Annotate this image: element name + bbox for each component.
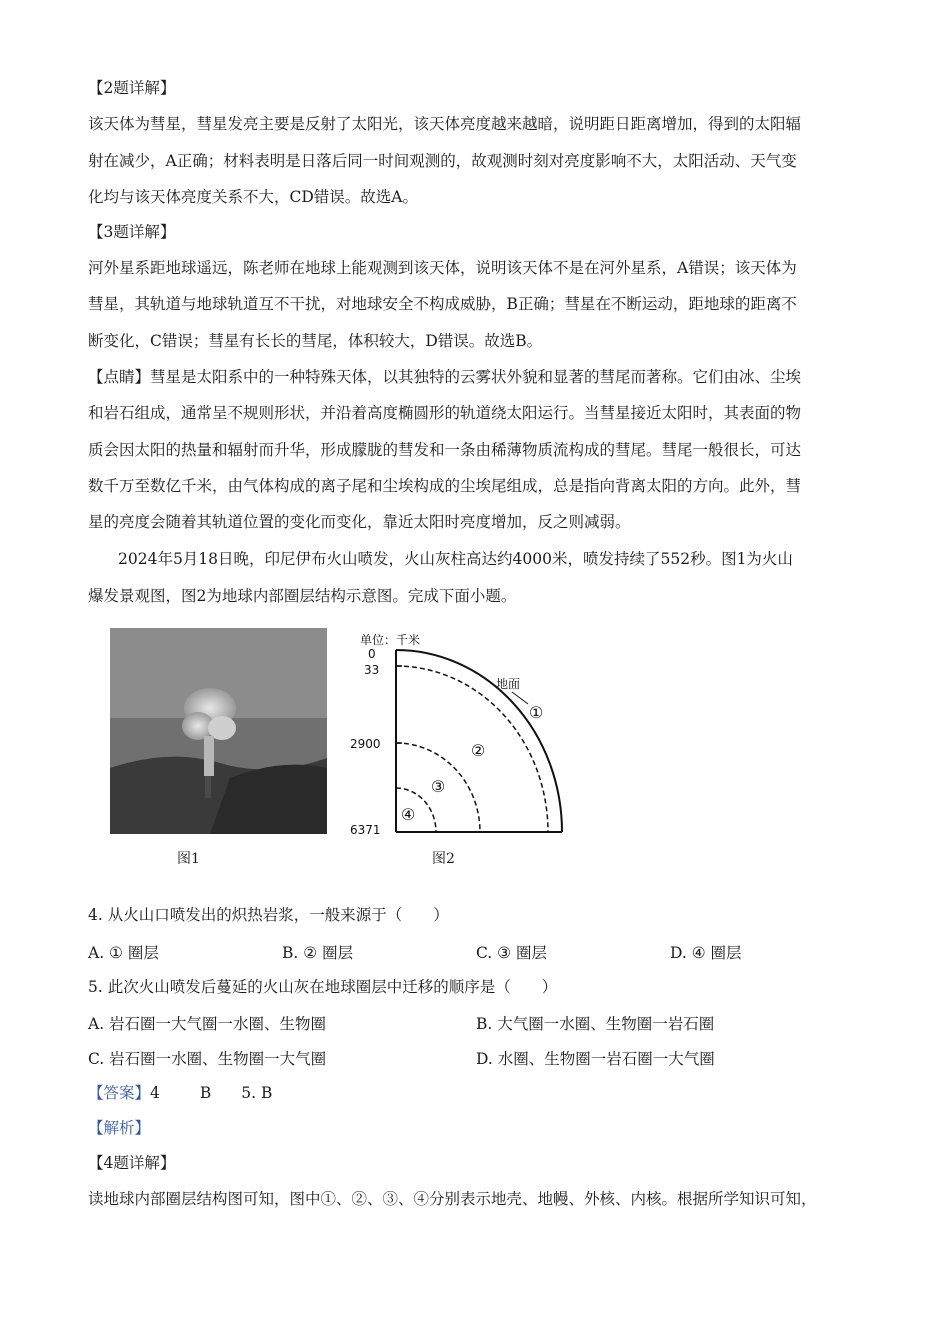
depth-2900: 2900	[350, 737, 381, 751]
sec2-line-3: 化均与该天体亮度关系不大，CD错误。故选A。	[88, 188, 418, 206]
q5-option-c: C. 岩石圈一水圈、生物圈一大气圈	[88, 1050, 327, 1068]
depth-0: 0	[368, 647, 376, 661]
depth-33: 33	[364, 663, 380, 677]
sec2-line-2: 射在减少，A正确；材料表明是日落后同一时间观测的，故观测时刻对亮度影响不大，太阳活动、天气变	[88, 152, 797, 170]
layer-3-label: ③	[430, 777, 446, 796]
q4-option-d: D. ④ 圈层	[670, 944, 742, 962]
dianjing-line-2: 和岩石组成，通常呈不规则形状，并沿着高度椭圆形的轨道绕太阳运行。当彗星接近太阳时，其表面的物	[88, 404, 802, 422]
sec4-line-1: 读地球内部圈层结构图可知，图中①、②、③、④分别表示地壳、地幔、外核、内核。根据所学知识可知，	[88, 1190, 817, 1208]
sec3-line-2: 彗星，其轨道与地球轨道互不干扰，对地球安全不构成威胁，B正确；彗星在不断运动，距地球的距离不	[88, 295, 797, 313]
sec3-line-3: 断变化，C错误；彗星有长长的彗尾，体积较大，D错误。故选B。	[88, 332, 543, 350]
q4-option-a: A. ① 圈层	[88, 944, 159, 962]
depth-6371: 6371	[350, 823, 381, 837]
dianjing-line-3: 质会因太阳的热量和辐射而升华，形成朦胧的彗发和一条由稀薄物质流构成的彗尾。彗尾一般很长，可达	[88, 441, 802, 459]
dianjing-line-5: 星的亮度会随着其轨道位置的变化而变化，靠近太阳时亮度增加，反之则减弱。	[88, 513, 631, 531]
layer-4-label: ④	[400, 805, 416, 824]
answer-q5: 5. B	[241, 1084, 273, 1102]
sec2-title: 【2题详解】	[88, 79, 176, 97]
dianjing-line-1	[88, 366, 801, 388]
fig1-caption: 图1	[177, 851, 200, 867]
sec4-title: 【4题详解】	[88, 1154, 176, 1172]
volcano-photo-art	[110, 628, 327, 834]
answer-q4-num: 4	[150, 1084, 160, 1102]
dianjing-text-1: 彗星是太阳系中的一种特殊天体，以其独特的云雾状外貌和显著的彗尾而著称。它们由冰、尘埃	[150, 368, 802, 386]
q5-option-d: D. 水圈、生物圈一岩石圈一大气圈	[476, 1050, 715, 1068]
layer-1-label: ①	[528, 703, 544, 722]
dianjing-line-4: 数千万至数亿千米，由气体构成的离子尾和尘埃构成的尘埃尾组成，总是指向背离太阳的方向。此外，彗	[88, 477, 802, 495]
fig2-caption: 图2	[432, 851, 455, 867]
jiexi-tag: 【解析】	[88, 1119, 151, 1137]
sec3-title: 【3题详解】	[88, 223, 176, 241]
layer-2-label: ②	[470, 741, 486, 760]
answer-q4-value: B	[199, 1084, 212, 1102]
intro-line-2: 爆发景观图，图2为地球内部圈层结构示意图。完成下面小题。	[88, 587, 517, 605]
q4-option-c: C. ③ 圈层	[476, 944, 547, 962]
diagram-unit: 单位：千米	[360, 633, 421, 647]
q4-stem: 4. 从火山口喷发出的炽热岩浆，一般来源于（ ）	[88, 906, 449, 924]
answer-tag: 【答案】	[88, 1084, 151, 1102]
q5-stem: 5. 此次火山喷发后蔓延的火山灰在地球圈层中迁移的顺序是（ ）	[88, 978, 558, 996]
earth-layers-diagram	[350, 628, 580, 838]
sec2-line-1: 该天体为彗星，彗星发亮主要是反射了太阳光，该天体亮度越来越暗，说明距日距离增加，得到的太阳辐	[88, 115, 802, 133]
dianjing-tag: 【点睛】	[88, 368, 151, 386]
surface-leader	[512, 692, 528, 704]
q5-option-b: B. 大气圈一水圈、生物圈一岩石圈	[476, 1015, 715, 1033]
intro-line-1: 2024年5月18日晚，印尼伊布火山喷发，火山灰柱高达约4000米，喷发持续了552秒。图1为火山	[118, 550, 793, 568]
q5-option-a: A. 岩石圈一大气圈一水圈、生物圈	[88, 1015, 327, 1033]
q4-option-b: B. ② 圈层	[282, 944, 354, 962]
surface-label: 地面	[496, 677, 521, 691]
answer-line	[88, 1082, 272, 1104]
volcano-photo	[110, 628, 327, 834]
sec3-line-1: 河外星系距地球遥远，陈老师在地球上能观测到该天体，说明该天体不是在河外星系，A错误；该天体为	[88, 259, 797, 277]
